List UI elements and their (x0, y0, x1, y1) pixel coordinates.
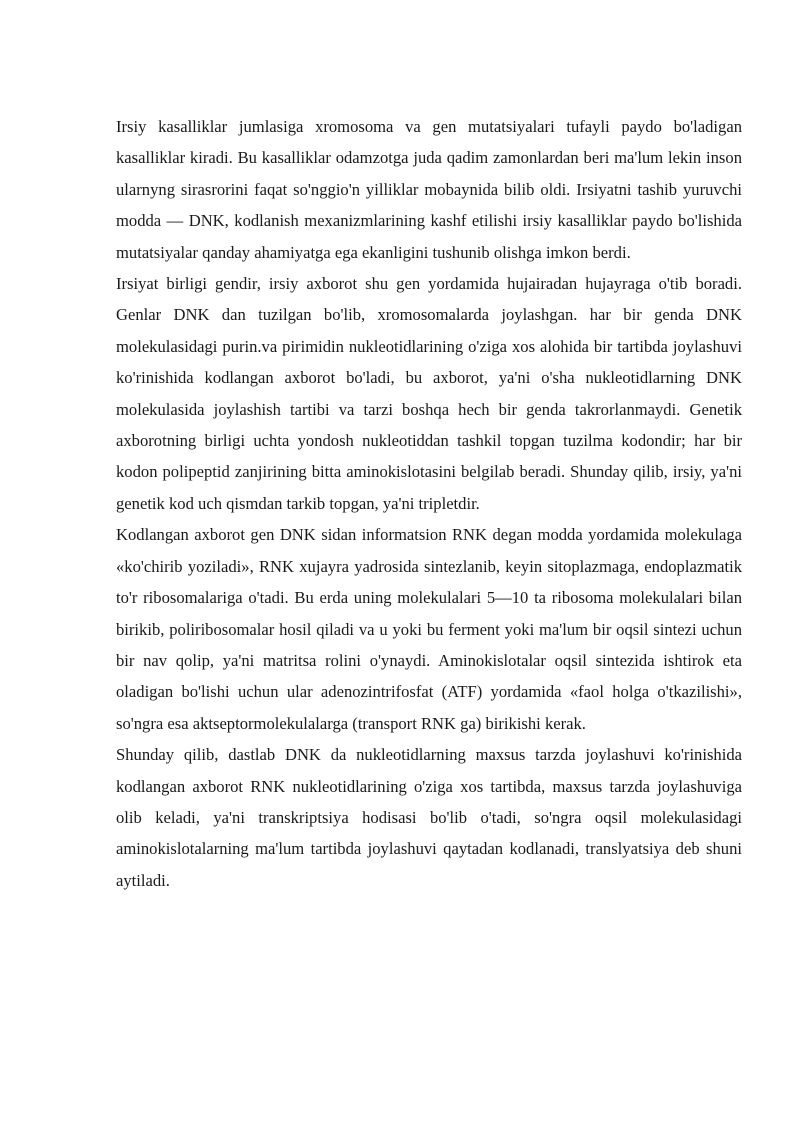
paragraph-irsiy-kasalliklar: Irsiy kasalliklar jumlasiga xromosoma va gen mutatsiyalari tufayli paydo bo'ladigan kasalliklar kiradi. Bu kasalliklar odamzotga juda qadim zamonlardan beri ma'lum lekin inson ularnyng sirasrorini faqat so'nggio'n yilliklar mobaynida bilib oldi. Irsiyatni tashib yuruvchi modda — DNK, kodlanish mexanizmlarining kashf etilishi irsiy kasalliklar paydo bo'lishida mutatsiyalar qanday ahamiyatga ega ekanligini tushunib olishga imkon berdi. (116, 117, 742, 262)
document-body (116, 111, 742, 896)
paragraph-kodlangan-axborot: Kodlangan axborot gen DNK sidan informatsion RNK degan modda yordamida molekulaga «ko'chirib yoziladi», RNK xujayra yadrosida sintezlanib, keyin sitoplazmaga, endoplazmatik to'r ribosomalariga o'tadi. Bu erda uning molekulalari 5—10 ta ribosoma molekulalari bilan birikib, poliribosomalar hosil qiladi va u yoki bu ferment yoki ma'lum bir oqsil sintezi uchun bir nav qolip, ya'ni matritsa rolini o'ynaydi. Aminokislotalar oqsil sintezida ishtirok eta oladigan bo'lishi uchun ular adenozintrifosfat (ATF) yordamida «faol holga o'tkazilishi», so'ngra esa aktseptormolekulalarga (transport RNK ga) birikishi kerak. (116, 525, 742, 733)
paragraph-transkriptsiya: Shunday qilib, dastlab DNK da nukleotidlarning maxsus tarzda joylashuvi ko'rinishida kodlangan axborot RNK nukleotidlarining o'ziga xos tartibda, maxsus tarzda joylashuviga olib keladi, ya'ni transkriptsiya hodisasi bo'lib o'tadi, so'ngra oqsil molekulasidagi aminokislotalarning ma'lum tartibda joylashuvi qaytadan kodlanadi, translyatsiya deb shuni aytiladi. (116, 745, 742, 890)
paragraph-irsiyat-birligi: Irsiyat birligi gendir, irsiy axborot shu gen yordamida hujairadan hujayraga o'tib boradi. Genlar DNK dan tuzilgan bo'lib, xromosomalarda joylashgan. har bir genda DNK molekulasidagi purin.va pirimidin nukleotidlarining o'ziga xos alohida bir tartibda joylashuvi ko'rinishida kodlangan axborot bo'ladi, bu axborot, ya'ni o'sha nukleotidlarning DNK molekulasida joylashish tartibi va tarzi boshqa hech bir genda takrorlanmaydi. Genetik axborotning birligi uchta yondosh nukleotiddan tashkil topgan tuzilma kodondir; har bir kodon polipeptid zanjirining bitta aminokislotasini belgilab beradi. Shunday qilib, irsiy, ya'ni genetik kod uch qismdan tarkib topgan, ya'ni tripletdir. (116, 274, 742, 513)
